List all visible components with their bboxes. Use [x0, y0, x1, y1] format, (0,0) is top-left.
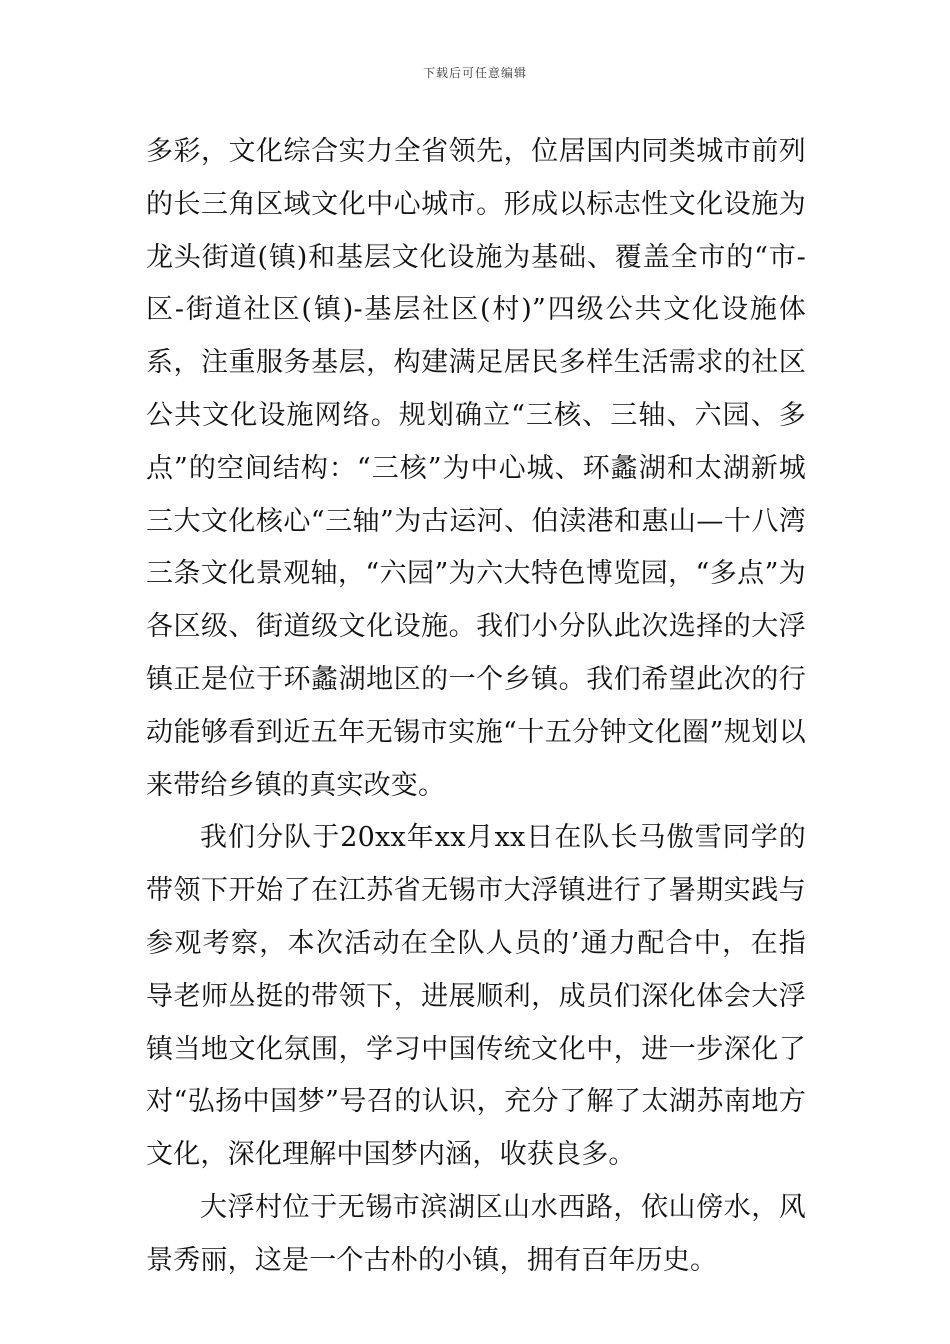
- paragraph-3: 大浮村位于无锡市滨湖区山水西路，依山傍水，风景秀丽，这是一个古朴的小镇，拥有百年历史。: [146, 1191, 806, 1276]
- document-body: [146, 126, 806, 1288]
- paragraph-1: 多彩，文化综合实力全省领先，位居国内同类城市前列的长三角区域文化中心城市。形成以标志性文化设施为龙头街道(镇)和基层文化设施为基础、覆盖全市的“市-区-街道社区(镇)-基层社区(村)”四级公共文化设施体系，注重服务基层，构建满足居民多样生活需求的社区公共文化设施网络。规划确立“三核、三轴、六园、多点”的空间结构：“三核”为中心城、环蠡湖和太湖新城三大文化核心“三轴”为古运河、伯渎港和惠山—十八湾三条文化景观轴，“六园”为六大特色博览园，“多点”为各区级、街道级文化设施。我们小分队此次选择的大浮镇正是位于环蠡湖地区的一个乡镇。我们希望此次的行动能够看到近五年无锡市实施“十五分钟文化圈”规划以来带给乡镇的真实改变。: [146, 136, 806, 801]
- paragraph-2: 我们分队于20xx年xx月xx日在队长马傲雪同学的带领下开始了在江苏省无锡市大浮镇进行了暑期实践与参观考察，本次活动在全队人员的’通力配合中，在指导老师丛挺的带领下，进展顺利，成员们深化体会大浮镇当地文化氛围，学习中国传统文化中，进一步深化了对“弘扬中国梦”号召的认识，充分了解了太湖苏南地方文化，深化理解中国梦内涵，收获良多。: [146, 822, 806, 1171]
- header-note: 下载后可任意编辑: [422, 66, 527, 80]
